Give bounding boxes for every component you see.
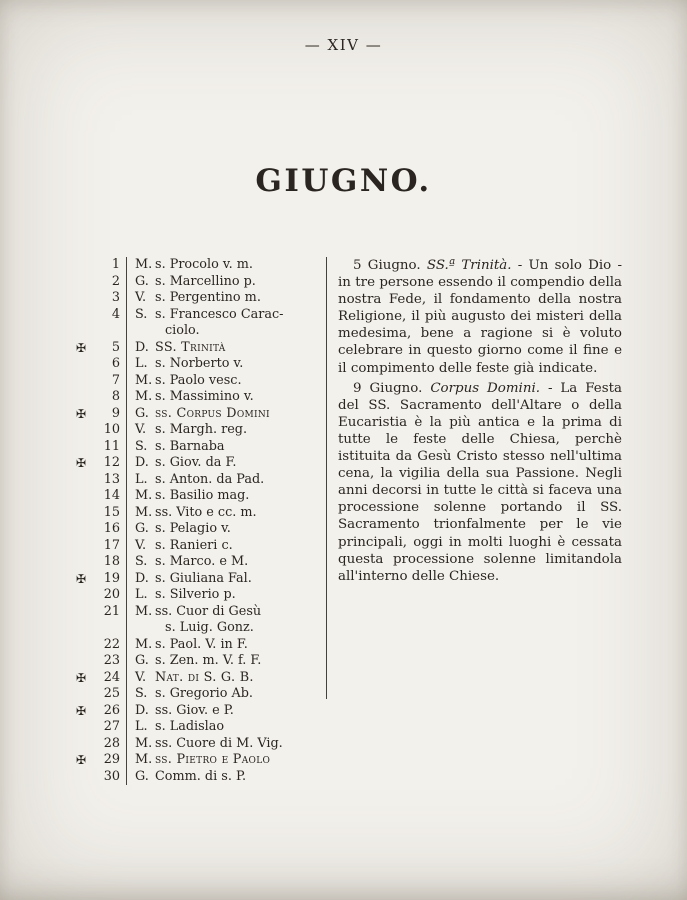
day-number: 18 <box>103 554 120 569</box>
weekday-letter: L. <box>135 719 148 734</box>
article-date: 5 Giugno. <box>353 258 421 273</box>
day-number: 29 <box>103 752 120 767</box>
feast-cross-icon <box>76 290 96 307</box>
weekday-letter: G. <box>135 521 149 536</box>
article-title: Corpus Domini. <box>430 380 540 396</box>
saint-name: s. Massimino v. <box>155 389 254 404</box>
feast-cross-icon <box>76 521 96 538</box>
saint-name: s. Norberto v. <box>155 356 244 371</box>
saint-name: s. Francesco Carac- <box>155 306 284 322</box>
calendar-row <box>76 719 326 736</box>
day-number: 1 <box>111 257 120 272</box>
weekday-letter: G. <box>135 273 149 289</box>
saint-name: ss. Cuore di M. Vig. <box>155 735 283 751</box>
calendar-entry <box>126 686 326 703</box>
article-date: 9 Giugno. <box>353 380 423 396</box>
calendar-row <box>76 571 326 588</box>
calendar-row <box>76 406 326 423</box>
weekday-letter: D. <box>135 570 149 586</box>
page-number: — XIV — <box>304 36 383 54</box>
calendar-entry <box>126 719 326 736</box>
saint-name: ss. Corpus Domini <box>155 405 270 421</box>
day-number: 19 <box>103 570 120 586</box>
saint-name: s. Ladislao <box>155 719 225 734</box>
calendar-entry <box>126 274 326 291</box>
calendar-entry <box>126 505 326 522</box>
saint-name: ss. Giov. e P. <box>155 702 234 718</box>
day-number: 24 <box>103 669 120 685</box>
feast-cross-icon <box>76 373 96 390</box>
weekday-letter: D. <box>135 702 149 718</box>
calendar-entry <box>126 406 326 423</box>
calendar-row <box>76 340 326 357</box>
feast-cross-icon <box>76 422 96 439</box>
calendar-entry <box>126 307 326 340</box>
feast-cross-icon <box>76 274 96 291</box>
calendar-row <box>76 653 326 670</box>
calendar-entry <box>126 538 326 555</box>
calendar-row <box>76 752 326 769</box>
calendar-entry <box>126 769 326 786</box>
calendar-entry <box>126 703 326 720</box>
weekday-letter: G. <box>135 768 149 784</box>
saint-name: s. Basilio mag. <box>155 488 250 503</box>
feast-cross-icon <box>76 587 96 604</box>
calendar-row <box>76 455 326 472</box>
saint-name: ss. Vito e cc. m. <box>155 504 257 520</box>
feast-cross-icon <box>76 257 96 274</box>
weekday-letter: M. <box>135 735 153 751</box>
feast-cross-icon <box>76 604 96 637</box>
day-number: 22 <box>103 636 120 652</box>
calendar-row <box>76 373 326 390</box>
feast-cross-icon: ✠ <box>76 340 87 355</box>
article <box>338 257 622 377</box>
saint-name: s. Ranieri c. <box>155 537 233 553</box>
calendar-row <box>76 521 326 538</box>
calendar-entry <box>126 488 326 505</box>
saint-name: s. Zen. m. V. f. F. <box>155 653 262 668</box>
weekday-letter: M. <box>135 752 153 767</box>
calendar-entry <box>126 521 326 538</box>
saint-name: s. Paol. V. in F. <box>155 636 248 652</box>
calendar-row <box>76 389 326 406</box>
day-number: 28 <box>103 735 120 751</box>
calendar-column <box>76 257 326 785</box>
day-number: 27 <box>103 719 120 734</box>
feast-cross-icon <box>76 736 96 753</box>
saint-name: s. Pergentino m. <box>155 290 261 305</box>
saint-name-continuation: ciolo. <box>165 323 200 338</box>
calendar-entry <box>126 455 326 472</box>
weekday-letter: V. <box>135 290 147 305</box>
weekday-letter: L. <box>135 471 148 487</box>
day-number: 14 <box>103 488 120 503</box>
calendar-row <box>76 686 326 703</box>
feast-cross-icon <box>76 769 96 786</box>
day-number: 10 <box>103 422 120 437</box>
calendar-entry <box>126 356 326 373</box>
weekday-letter: D. <box>135 455 149 470</box>
calendar-row <box>76 290 326 307</box>
saint-name: s. Gregorio Ab. <box>155 686 253 701</box>
article <box>338 380 622 585</box>
calendar-row <box>76 274 326 291</box>
weekday-letter: M. <box>135 504 153 520</box>
calendar-row <box>76 488 326 505</box>
feast-cross-icon: ✠ <box>76 753 87 767</box>
saint-name: s. Margh. reg. <box>155 422 248 437</box>
day-number: 15 <box>103 504 120 520</box>
day-number: 2 <box>111 273 120 289</box>
saint-name: s. Marco. e M. <box>155 554 249 569</box>
day-number: 12 <box>103 455 120 470</box>
saint-name: s. Marcellino p. <box>155 273 256 289</box>
weekday-letter: V. <box>135 537 147 553</box>
feast-cross-icon <box>76 488 96 505</box>
day-number: 13 <box>103 471 120 487</box>
weekday-letter: V. <box>135 669 147 685</box>
feast-cross-icon: ✠ <box>76 670 87 685</box>
calendar-row <box>76 356 326 373</box>
calendar-entry <box>126 373 326 390</box>
feast-cross-icon <box>76 554 96 571</box>
weekday-letter: D. <box>135 339 149 355</box>
day-number: 26 <box>103 702 120 718</box>
calendar-rows <box>76 257 326 785</box>
day-number: 25 <box>103 686 120 701</box>
calendar-row <box>76 538 326 555</box>
calendar-row <box>76 670 326 687</box>
calendar-row <box>76 257 326 274</box>
saint-name: SS. Trinità <box>155 339 226 355</box>
feast-cross-icon <box>76 637 96 654</box>
calendar-entry <box>126 472 326 489</box>
calendar-entry <box>126 653 326 670</box>
day-number: 17 <box>103 537 120 553</box>
day-number: 7 <box>111 372 120 388</box>
weekday-letter: M. <box>135 603 153 619</box>
calendar-row <box>76 307 326 340</box>
saint-name-continuation: s. Luig. Gonz. <box>165 620 254 635</box>
calendar-row <box>76 604 326 637</box>
weekday-letter: M. <box>135 257 153 272</box>
saint-name: ss. Cuor di Gesù <box>155 603 262 619</box>
feast-cross-icon <box>76 307 96 340</box>
calendar-entry <box>126 422 326 439</box>
calendar-entry <box>126 571 326 588</box>
day-number: 9 <box>111 405 120 421</box>
calendar-row <box>76 587 326 604</box>
weekday-letter: M. <box>135 372 153 388</box>
day-number: 6 <box>111 356 120 371</box>
feast-cross-icon <box>76 472 96 489</box>
weekday-letter: S. <box>135 554 148 569</box>
feast-cross-icon <box>76 538 96 555</box>
feast-cross-icon <box>76 719 96 736</box>
weekday-letter: G. <box>135 405 149 421</box>
calendar-entry <box>126 290 326 307</box>
saint-name: s. Giuliana Fal. <box>155 570 252 586</box>
day-number: 21 <box>103 603 120 619</box>
feast-cross-icon: ✠ <box>76 571 87 586</box>
day-number: 3 <box>111 290 120 305</box>
saint-name: s. Anton. da Pad. <box>155 471 265 487</box>
calendar-entry <box>126 257 326 274</box>
day-number: 5 <box>111 339 120 355</box>
weekday-letter: L. <box>135 356 148 371</box>
day-number: 4 <box>111 306 120 322</box>
calendar-entry <box>126 637 326 654</box>
day-number: 11 <box>103 438 120 454</box>
day-number: 23 <box>103 653 120 668</box>
feast-cross-icon <box>76 389 96 406</box>
day-number: 30 <box>103 768 120 784</box>
saint-name: s. Procolo v. m. <box>155 257 253 272</box>
feast-cross-icon <box>76 686 96 703</box>
calendar-entry <box>126 554 326 571</box>
calendar-row <box>76 554 326 571</box>
day-number: 16 <box>103 521 120 536</box>
calendar-row <box>76 439 326 456</box>
article-body: - La Festa del SS. Sacramento dell'Altare o della Eucaristia è la più antica e la prima di tutte le feste delle Chiesa, perchè istituita da Gesù Cristo stesso nell'ultima cena, la vigilia della sua Passione. Negli anni decorsi in tutte le città si faceva una processione solenne portando il SS. Sacramento trionfalmente per le vie principali, oggi in molti luoghi è cessata questa processione solenne limitandola all'interno delle Chiese. <box>338 380 622 584</box>
calendar-entry <box>126 670 326 687</box>
feast-cross-icon: ✠ <box>76 456 87 470</box>
calendar-row <box>76 637 326 654</box>
calendar-entry <box>126 439 326 456</box>
saint-name: s. Giov. da F. <box>155 455 237 470</box>
weekday-letter: M. <box>135 488 153 503</box>
page-title: GIUGNO. <box>255 163 432 199</box>
calendar-row <box>76 736 326 753</box>
weekday-letter: S. <box>135 686 148 701</box>
day-number: 20 <box>103 587 120 602</box>
calendar-row <box>76 505 326 522</box>
saint-name: Nat. di S. G. B. <box>155 669 254 685</box>
feast-cross-icon: ✠ <box>76 703 87 718</box>
saint-name: s. Pelagio v. <box>155 521 231 536</box>
feast-cross-icon <box>76 439 96 456</box>
weekday-letter: V. <box>135 422 147 437</box>
feast-cross-icon: ✠ <box>76 406 87 421</box>
day-number: 8 <box>111 389 120 404</box>
calendar-row <box>76 472 326 489</box>
calendar-row <box>76 703 326 720</box>
calendar-entry <box>126 389 326 406</box>
calendar-row <box>76 422 326 439</box>
weekday-letter: M. <box>135 389 153 404</box>
weekday-letter: S. <box>135 438 148 454</box>
saint-name: Comm. di s. P. <box>155 768 247 784</box>
saint-name: ss. Pietro e Paolo <box>155 752 271 767</box>
page-content <box>76 257 622 785</box>
article-body: - Un solo Dio - in tre persone essendo il compendio della nostra Fede, il fondamento della nostra Religione, il più augusto dei misteri della medesima, bene a ragione si è voluto celebrare in questo giorno come il fine e il compimento delle feste già indicate. <box>338 258 622 376</box>
saint-name: s. Silverio p. <box>155 587 236 602</box>
saint-name: s. Paolo vesc. <box>155 372 242 388</box>
calendar-entry <box>126 736 326 753</box>
articles-column <box>326 257 622 699</box>
calendar-entry <box>126 752 326 769</box>
weekday-letter: M. <box>135 636 153 652</box>
calendar-entry <box>126 604 326 637</box>
calendar-entry <box>126 340 326 357</box>
saint-name: s. Barnaba <box>155 438 225 454</box>
calendar-entry <box>126 587 326 604</box>
calendar-row <box>76 769 326 786</box>
feast-cross-icon <box>76 356 96 373</box>
feast-cross-icon <box>76 505 96 522</box>
weekday-letter: G. <box>135 653 149 668</box>
weekday-letter: S. <box>135 306 148 322</box>
article-title: SS.ª Trinità. <box>426 258 512 273</box>
feast-cross-icon <box>76 653 96 670</box>
weekday-letter: L. <box>135 587 148 602</box>
